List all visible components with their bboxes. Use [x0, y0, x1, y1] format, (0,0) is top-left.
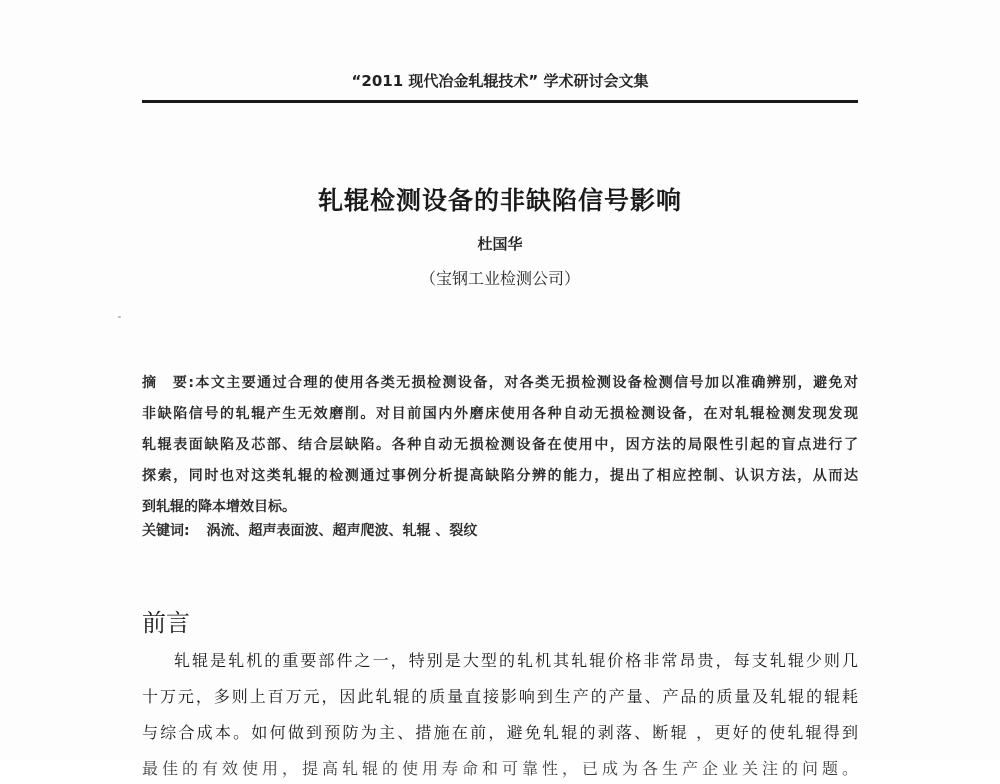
abstract-line: 探索，同时也对这类轧辊的检测通过事例分析提高缺陷分辨的能力，提出了相应控制、认识方法，从而达	[142, 468, 858, 484]
keywords	[142, 520, 858, 540]
abstract	[142, 370, 858, 525]
abstract-line: 到轧辊的降本增效目标。	[142, 499, 296, 515]
header-rule	[142, 100, 858, 103]
body-line: 十万元，多则上百万元，因此轧辊的质量直接影响到生产的产量、产品的质量及轧辊的辊耗	[142, 687, 858, 706]
body-line: 与综合成本。如何做到预防为主、措施在前，避免轧辊的剥落、断辊 ，更好的使轧辊得到	[142, 723, 858, 742]
body-line: 轧辊是轧机的重要部件之一，特别是大型的轧机其轧辊价格非常昂贵，每支轧辊少则几	[174, 651, 858, 670]
paper-author: 杜国华	[477, 235, 523, 253]
section-heading: 前言	[142, 609, 190, 637]
body-line: 最佳的有效使用，提高轧辊的使用寿命和可靠性，已成为各生产企业关注的问题。	[142, 759, 858, 778]
scan-speck	[118, 316, 121, 318]
keywords-values: 涡流、超声表面波、超声爬波、轧辊 、裂纹	[206, 523, 478, 539]
running-header: “2011 现代冶金轧辊技术” 学术研讨会文集	[351, 72, 649, 90]
paper-affiliation: （宝钢工业检测公司）	[419, 269, 580, 288]
abstract-line: 轧辊表面缺陷及芯部、结合层缺陷。各种自动无损检测设备在使用中，因方法的局限性引起的盲点进行了	[142, 437, 858, 453]
paper-title: 轧辊检测设备的非缺陷信号影响	[317, 186, 682, 215]
section-body	[142, 646, 858, 778]
keywords-label: 关键词:	[142, 523, 190, 539]
abstract-line: 非缺陷信号的轧辊产生无效磨削。对目前国内外磨床使用各种自动无损检测设备，在对轧辊检测发现发现	[142, 406, 858, 422]
abstract-line: 摘 要:本文主要通过合理的使用各类无损检测设备，对各类无损检测设备检测信号加以准确辨别，避免对	[142, 375, 858, 391]
